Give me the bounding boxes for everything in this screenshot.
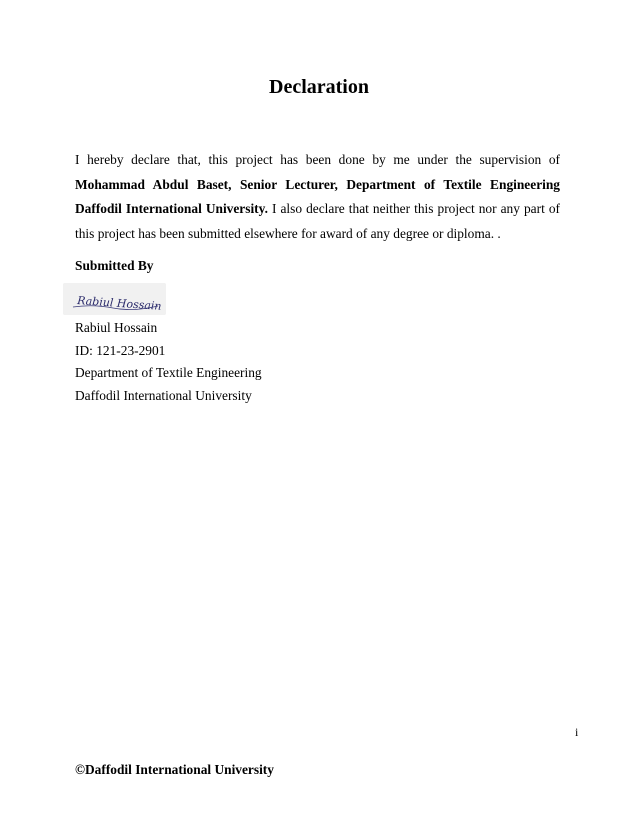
submitter-department: Department of Textile Engineering xyxy=(75,365,262,380)
footer-copyright: ©Daffodil International University xyxy=(75,762,274,777)
supervisor-name: Mohammad Abdul Baset, Senior Lecturer, Department of Textile Engineering Daffodil International University. xyxy=(75,176,560,216)
submitter-info xyxy=(75,317,262,407)
submitter-id: ID: 121-23-2901 xyxy=(75,342,166,358)
signature-image xyxy=(63,283,166,315)
svg-text:Rabiul Hossain: Rabiul Hossain xyxy=(76,294,162,313)
declaration-paragraph xyxy=(75,148,560,246)
submitted-by-label: Submitted By xyxy=(75,258,154,273)
submitter-university: Daffodil International University xyxy=(75,387,252,403)
page-number: i xyxy=(575,725,579,739)
page-title: Declaration xyxy=(269,76,369,98)
submitter-name: Rabiul Hossain xyxy=(75,320,158,335)
declaration-text-start: I hereby declare that, this project has been done by me under the supervision of xyxy=(75,152,560,167)
declaration-text-end: I also declare that neither this project nor any part of this project has been submitted elsewhere for award of any degree or diploma. . xyxy=(75,201,560,241)
